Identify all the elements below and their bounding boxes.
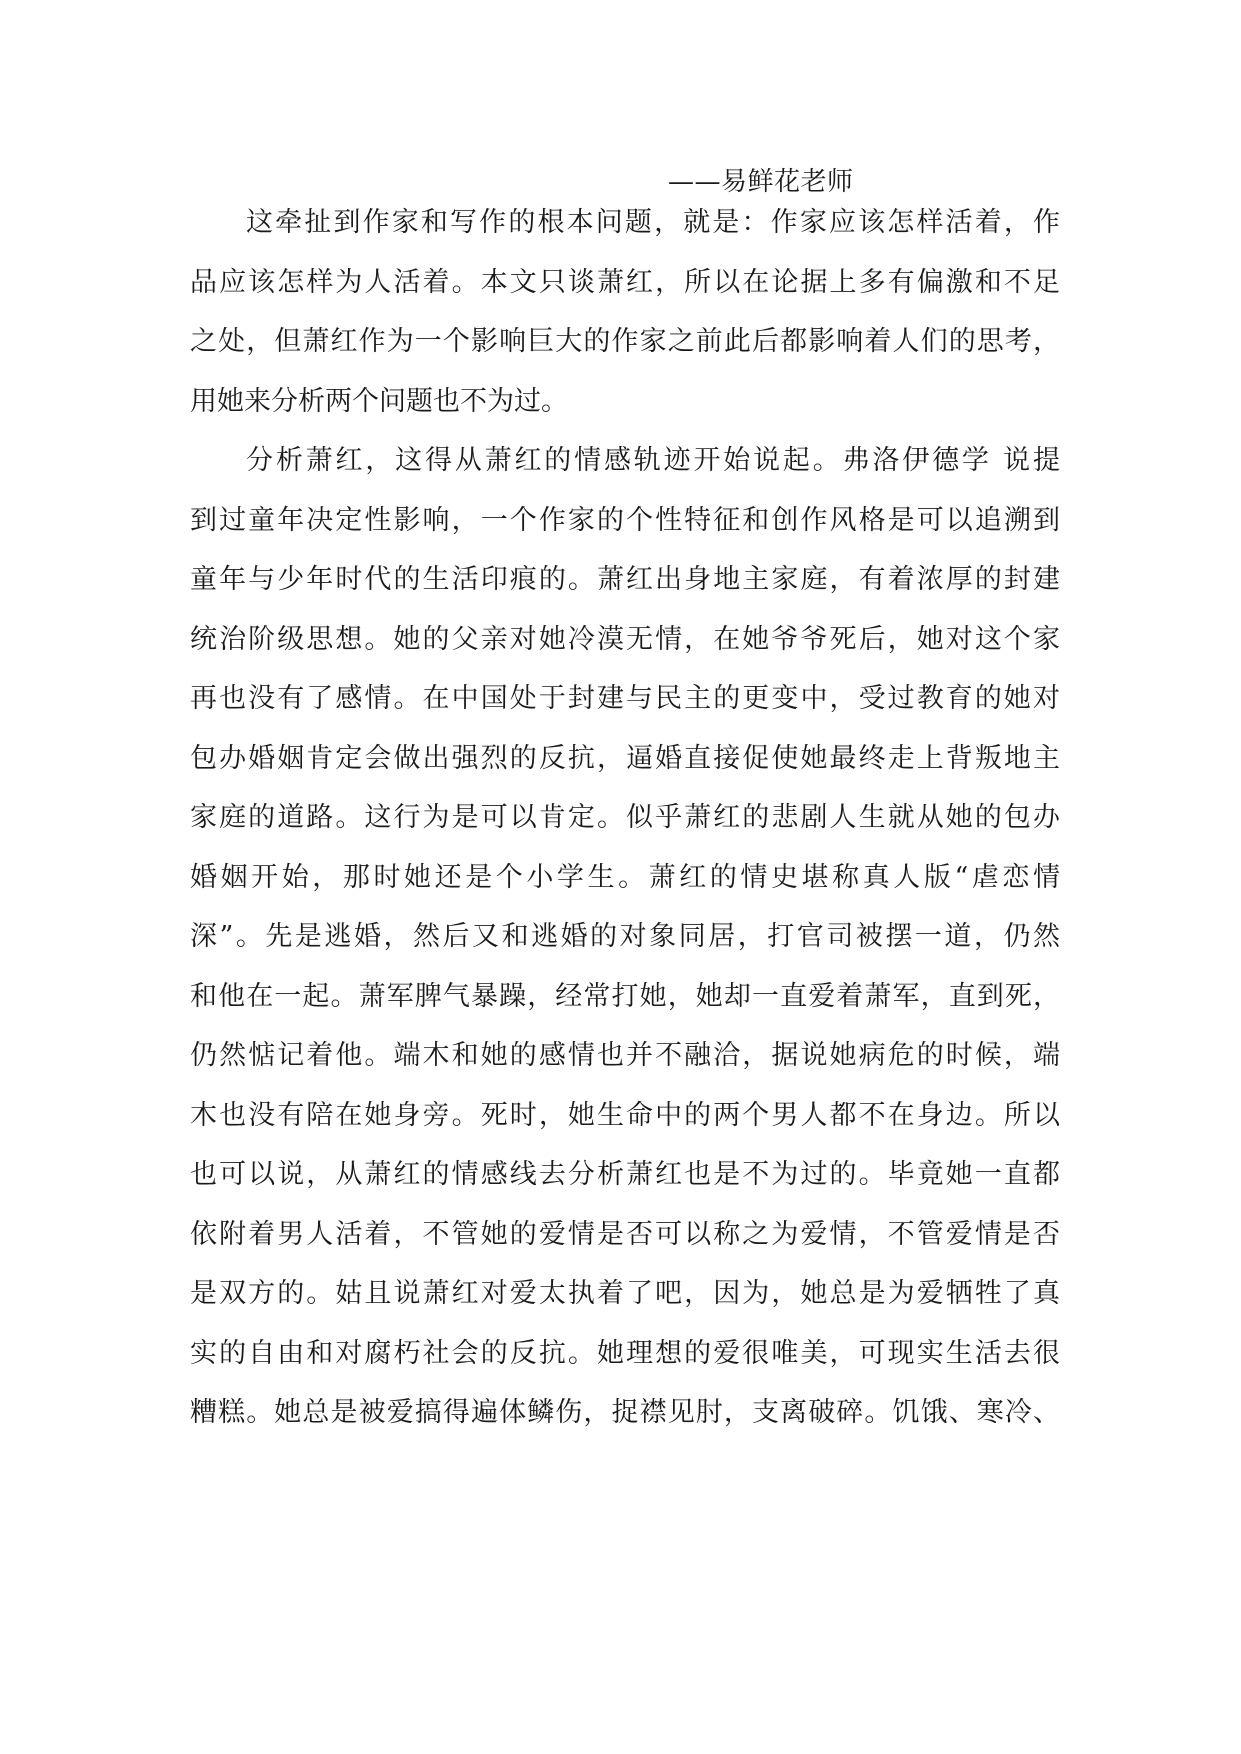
paragraph-2-line-12: 木也没有陪在她身旁。死时，她生命中的两个男人都不在身边。所以 bbox=[190, 1100, 1060, 1131]
paragraph-2-line-8: 婚姻开始，那时她还是个小学生。萧红的情史堪称真人版“虐恋情 bbox=[190, 862, 1060, 893]
paragraph-1-line-3: 之处，但萧红作为一个影响巨大的作家之前此后都影响着人们的思考， bbox=[190, 326, 1060, 357]
paragraph-2-line-3: 童年与少年时代的生活印痕的。萧红出身地主家庭，有着浓厚的封建 bbox=[190, 564, 1060, 595]
paragraph-2-line-4: 统治阶级思想。她的父亲对她冷漠无情，在她爷爷死后，她对这个家 bbox=[190, 624, 1060, 655]
paragraph-2-line-14: 依附着男人活着，不管她的爱情是否可以称之为爱情，不管爱情是否 bbox=[190, 1219, 1060, 1250]
paragraph-2-line-1: 分析萧红，这得从萧红的情感轨迹开始说起。弗洛伊德学 说提 bbox=[246, 445, 1060, 476]
paragraph-1-line-2: 品应该怎样为人活着。本文只谈萧红，所以在论据上多有偏激和不足 bbox=[190, 267, 1060, 298]
paragraph-2-line-13: 也可以说，从萧红的情感线去分析萧红也是不为过的。毕竟她一直都 bbox=[190, 1159, 1060, 1190]
paragraph-1-line-4: 用她来分析两个问题也不为过。 bbox=[190, 386, 568, 417]
paragraph-1-line-1: 这牵扯到作家和写作的根本问题，就是：作家应该怎样活着，作 bbox=[246, 207, 1060, 238]
author-signature: ——易鲜花老师 bbox=[668, 167, 854, 197]
paragraph-2-line-7: 家庭的道路。这行为是可以肯定。似乎萧红的悲剧人生就从她的包办 bbox=[190, 802, 1060, 833]
paragraph-2-line-10: 和他在一起。萧军脾气暴躁，经常打她，她却一直爱着萧军，直到死， bbox=[190, 981, 1060, 1012]
paragraph-2-line-15: 是双方的。姑且说萧红对爱太执着了吧，因为，她总是为爱牺牲了真 bbox=[190, 1278, 1060, 1309]
paragraph-2-line-17: 糟糕。她总是被爱搞得遍体鳞伤，捉襟见肘，支离破碎。饥饿、寒冷、 bbox=[190, 1397, 1060, 1428]
paragraph-2-line-11: 仍然惦记着他。端木和她的感情也并不融洽，据说她病危的时候，端 bbox=[190, 1040, 1060, 1071]
paragraph-2-line-5: 再也没有了感情。在中国处于封建与民主的更变中，受过教育的她对 bbox=[190, 683, 1060, 714]
paragraph-2-line-9: 深”。先是逃婚，然后又和逃婚的对象同居，打官司被摆一道，仍然 bbox=[190, 921, 1060, 952]
paragraph-2-line-2: 到过童年决定性影响，一个作家的个性特征和创作风格是可以追溯到 bbox=[190, 505, 1060, 536]
paragraph-2-line-6: 包办婚姻肯定会做出强烈的反抗，逼婚直接促使她最终走上背叛地主 bbox=[190, 743, 1060, 774]
paragraph-2-line-16: 实的自由和对腐朽社会的反抗。她理想的爱很唯美，可现实生活去很 bbox=[190, 1338, 1060, 1369]
